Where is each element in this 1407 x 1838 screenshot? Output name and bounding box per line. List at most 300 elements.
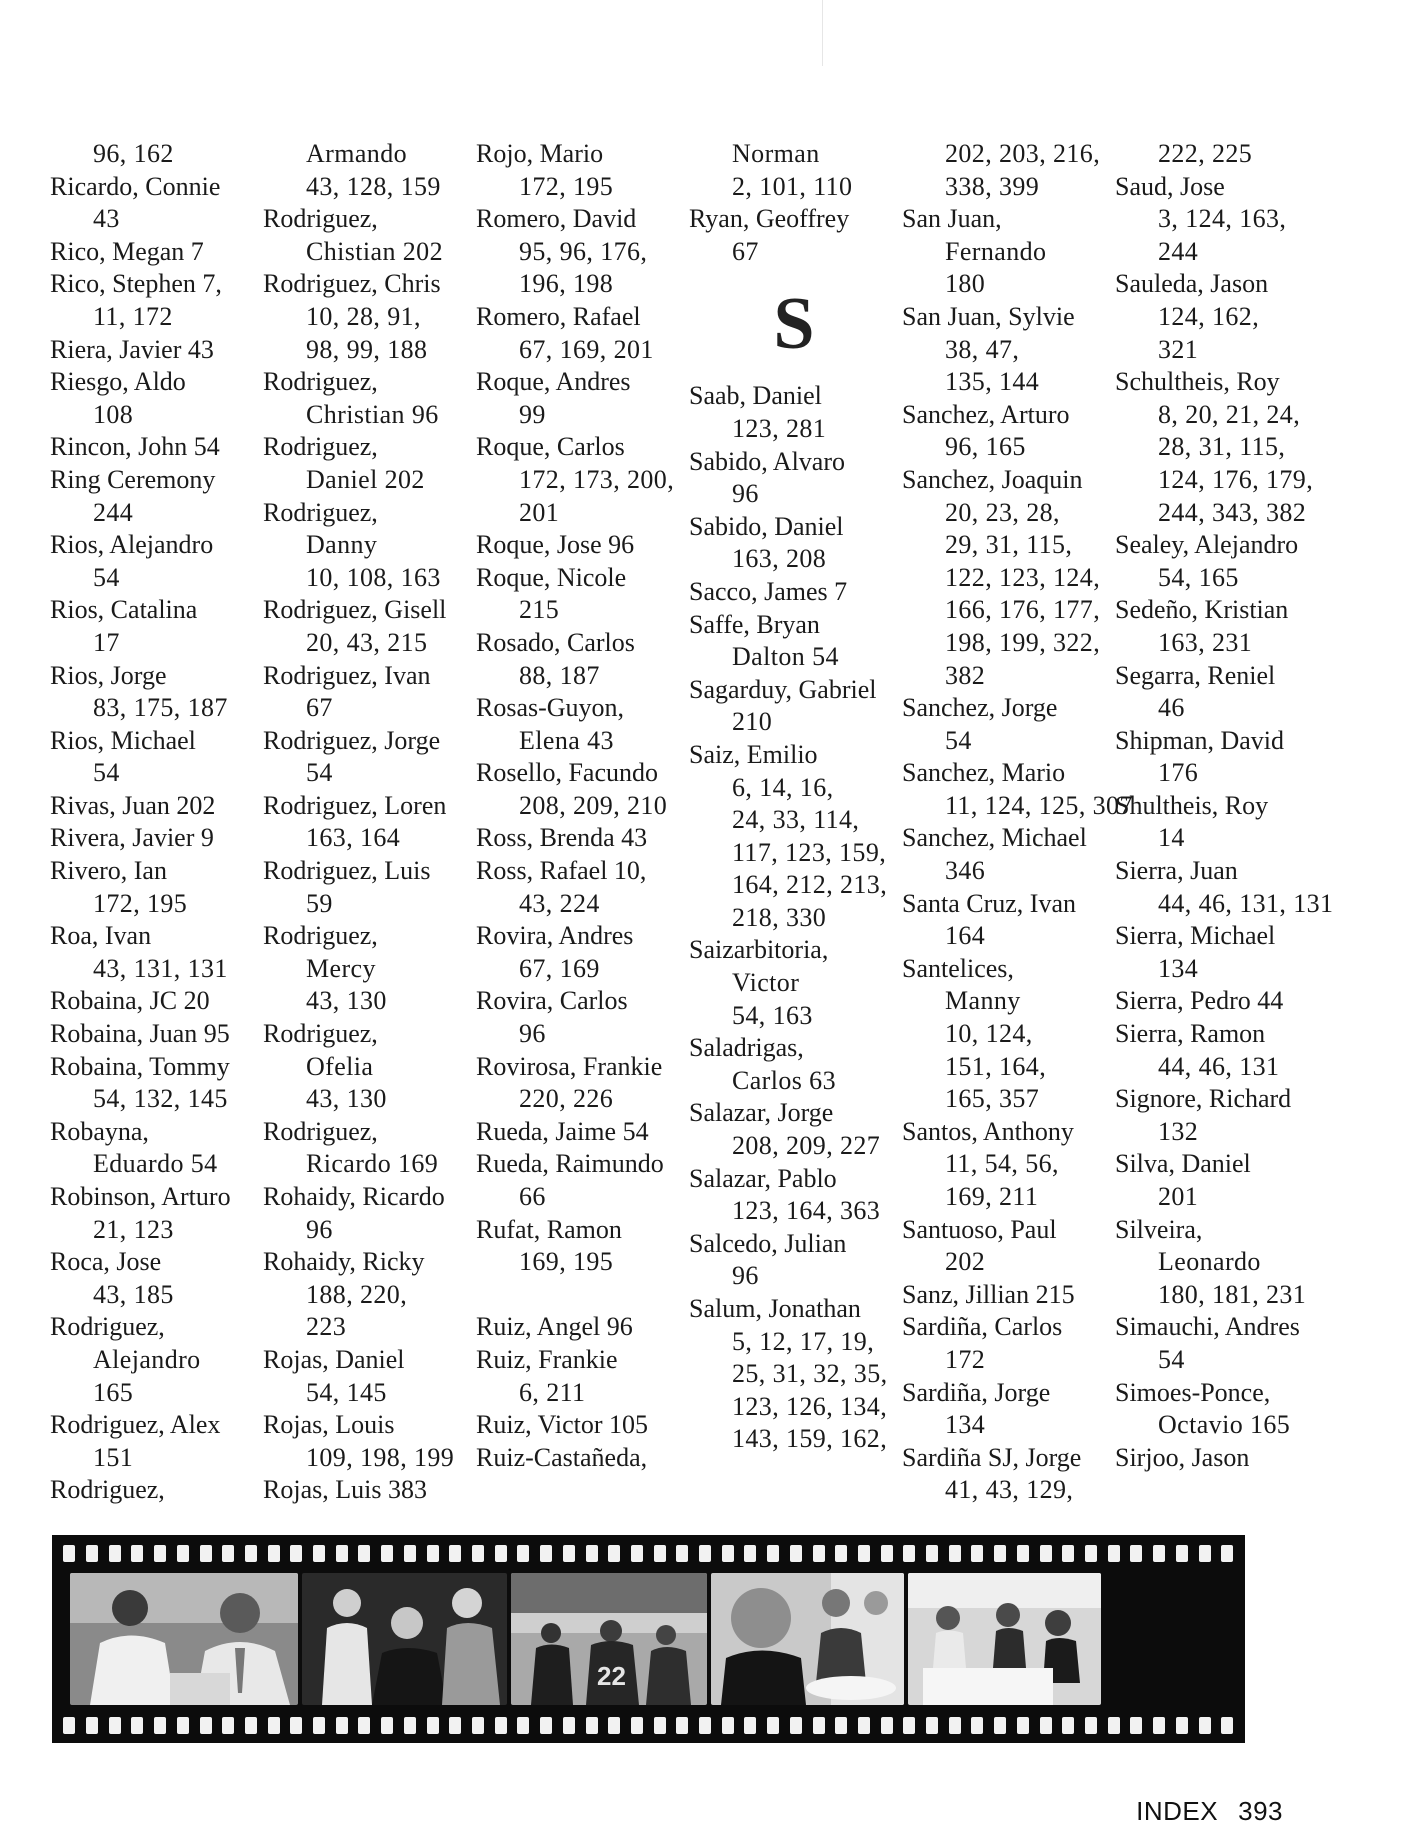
film-perforation <box>540 1545 552 1562</box>
film-perforation <box>563 1545 575 1562</box>
index-entry-pages: 180 <box>945 269 986 299</box>
index-entry-pages: 67, 169 <box>519 953 600 983</box>
index-entry <box>689 609 899 674</box>
index-entry-pages: 172, 195 <box>519 171 614 201</box>
index-entry-name: Salazar, Pablo <box>689 1163 837 1193</box>
photo-frame-1 <box>70 1573 298 1705</box>
index-entry-name: Santuoso, Paul <box>902 1214 1057 1244</box>
index-entry-name: Robaina, JC 20 <box>50 986 210 1016</box>
index-entry-pages: 98, 99, 188 <box>306 334 428 364</box>
index-entry <box>476 138 686 203</box>
index-entry <box>50 1246 260 1311</box>
film-perforation <box>472 1545 484 1562</box>
index-entry-name: Rodriguez, <box>50 1312 165 1342</box>
index-entry-name: Rodriguez, <box>263 1019 378 1049</box>
index-entry <box>476 562 686 627</box>
index-entry-pages: Leonardo <box>1158 1247 1261 1277</box>
film-perforation <box>835 1545 847 1562</box>
film-perforations-top <box>52 1539 1245 1567</box>
index-entry-pages: 38, 47, <box>945 334 1020 364</box>
index-entry-pages: 132 <box>1158 1116 1199 1146</box>
index-entry-name: Romero, Rafael <box>476 301 641 331</box>
index-entry <box>476 301 686 366</box>
index-entry-pages: 66 <box>519 1182 546 1211</box>
index-entry-pages: 244 <box>1158 236 1199 266</box>
index-entry <box>476 366 686 431</box>
index-entry-name: Signore, Richard <box>1115 1084 1292 1114</box>
index-entry-pages: 172, 173, 200, <box>519 464 675 494</box>
index-entry <box>1115 985 1325 1018</box>
index-entry-pages: 208, 209, 227 <box>732 1131 881 1161</box>
film-perforation <box>1085 1545 1097 1562</box>
index-entry-pages: 218, 330 <box>732 902 827 932</box>
index-entry-pages: 11, 54, 56, <box>945 1149 1059 1179</box>
index-entry <box>263 594 473 659</box>
index-entry-pages: 244 <box>93 497 134 527</box>
film-perforation <box>472 1717 484 1734</box>
index-entry-pages: 54 <box>945 725 972 755</box>
index-entry-name: Sirjoo, Jason <box>1115 1442 1250 1472</box>
index-entry <box>476 920 686 985</box>
index-entry-pages: 99 <box>519 399 546 429</box>
index-entry-name: Silveira, <box>1115 1214 1203 1244</box>
index-entry-name: Rojas, Louis <box>263 1410 395 1440</box>
film-perforation <box>926 1717 938 1734</box>
index-entry-pages: 172, 195 <box>93 888 188 918</box>
index-entry <box>263 920 473 1018</box>
index-entry-pages: 11, 172 <box>93 301 173 331</box>
film-perforation <box>1108 1545 1120 1562</box>
index-entry <box>263 855 473 920</box>
index-entry <box>263 1116 473 1181</box>
photo-frame-3 <box>511 1573 707 1705</box>
index-entry-pages: 43, 128, 159 <box>306 171 441 201</box>
index-column-4 <box>689 138 899 1456</box>
index-entry <box>902 399 1112 464</box>
index-entry-pages: 10, 108, 163 <box>306 562 441 592</box>
index-entry-name: Sardiña SJ, Jorge <box>902 1442 1082 1472</box>
index-entry-name: Rodriguez, <box>263 497 378 527</box>
index-entry-pages: 210 <box>732 707 773 737</box>
index-entry <box>476 1051 686 1116</box>
index-entry-pages: 143, 159, 162, <box>732 1424 888 1454</box>
index-entry <box>50 529 260 594</box>
index-columns <box>0 138 1407 1518</box>
index-entry <box>689 203 899 268</box>
index-entry-name: Rovira, Andres <box>476 921 634 951</box>
index-entry <box>689 1097 899 1162</box>
index-entry-pages: 54 <box>93 562 120 592</box>
film-perforation <box>381 1717 393 1734</box>
index-entry <box>902 888 1112 953</box>
index-entry-name: Shipman, David <box>1115 725 1284 755</box>
index-entry <box>476 822 686 855</box>
index-entry-pages: 124, 176, 179, <box>1158 464 1314 494</box>
index-entry <box>50 822 260 855</box>
film-perforation <box>63 1545 75 1562</box>
index-entry-pages: 165, 357 <box>945 1084 1040 1114</box>
index-entry <box>689 446 899 511</box>
film-perforation <box>790 1717 802 1734</box>
index-entry <box>263 790 473 855</box>
index-entry <box>689 934 899 1032</box>
film-perforation <box>245 1545 257 1562</box>
index-entry-name: Saab, Daniel <box>689 381 822 411</box>
film-perforation <box>222 1545 234 1562</box>
index-entry-name: Sanchez, Mario <box>902 758 1066 788</box>
index-entry <box>50 334 260 367</box>
index-entry <box>263 1246 473 1344</box>
index-entry <box>689 380 899 445</box>
index-entry <box>902 203 1112 301</box>
index-entry-name: Rodriguez, Chris <box>263 269 441 299</box>
film-perforation <box>654 1545 666 1562</box>
index-entry-name: Ryan, Geoffrey <box>689 204 850 234</box>
index-entry <box>1115 529 1325 594</box>
index-entry-pages: Danny <box>306 530 378 560</box>
index-entry <box>1115 138 1325 171</box>
film-perforation <box>517 1545 529 1562</box>
film-perforation <box>1199 1717 1211 1734</box>
index-entry-pages: 54, 165 <box>1158 562 1239 592</box>
index-entry <box>50 855 260 920</box>
index-entry-name: Rico, Stephen 7, <box>50 269 222 299</box>
index-entry-pages: 10, 124, <box>945 1019 1033 1049</box>
index-entry <box>1115 660 1325 725</box>
page-fold-line <box>822 0 823 66</box>
index-entry-name: Ricardo, Connie <box>50 171 221 201</box>
index-entry-name: Salcedo, Julian <box>689 1228 847 1258</box>
film-perforation <box>654 1717 666 1734</box>
index-entry-pages: 124, 162, <box>1158 301 1260 331</box>
photo-frame-5 <box>908 1573 1101 1705</box>
index-entry-pages: Octavio 165 <box>1158 1410 1291 1440</box>
index-entry <box>50 1116 260 1181</box>
index-entry-name: Sanchez, Jorge <box>902 693 1058 723</box>
film-perforation <box>1108 1717 1120 1734</box>
index-entry-pages: Dalton 54 <box>732 642 839 672</box>
index-entry-pages: 20, 23, 28, <box>945 497 1060 527</box>
index-entry <box>902 822 1112 887</box>
film-perforation <box>313 1717 325 1734</box>
index-entry <box>50 1051 260 1116</box>
index-entry <box>1115 1442 1325 1475</box>
index-entry <box>689 739 899 935</box>
index-entry-pages: Daniel 202 <box>306 464 425 494</box>
index-entry-name: Saiz, Emilio <box>689 739 818 769</box>
index-entry-pages: 346 <box>945 856 986 886</box>
index-entry <box>476 757 686 822</box>
film-perforation <box>86 1717 98 1734</box>
index-entry-name: Roa, Ivan <box>50 921 152 951</box>
index-entry-name: Rufat, Ramon <box>476 1214 622 1244</box>
index-entry-pages: 169, 211 <box>945 1182 1039 1211</box>
index-spacer <box>476 1279 686 1312</box>
footer-section-label: INDEX <box>1136 1796 1219 1826</box>
index-entry-pages: 29, 31, 115, <box>945 530 1073 560</box>
index-entry-name: Rodriguez, Gisell <box>263 595 447 625</box>
index-column-3 <box>476 138 686 1474</box>
film-perforation <box>63 1717 75 1734</box>
index-entry <box>476 1442 686 1475</box>
index-entry-pages: 223 <box>306 1312 347 1342</box>
index-entry <box>476 855 686 920</box>
index-entry <box>902 1311 1112 1376</box>
index-entry-pages: 54 <box>306 758 333 788</box>
index-entry-pages: Mercy <box>306 953 376 983</box>
film-perforation <box>994 1545 1006 1562</box>
film-perforation <box>200 1717 212 1734</box>
index-entry-pages: 123, 164, 363 <box>732 1196 881 1226</box>
index-entry-pages: 196, 198 <box>519 269 614 299</box>
film-perforation <box>1153 1545 1165 1562</box>
index-entry <box>902 757 1133 822</box>
film-perforation <box>586 1545 598 1562</box>
index-entry <box>50 366 260 431</box>
index-entry-pages: 163, 164 <box>306 823 401 853</box>
index-entry-pages: 6, 14, 16, <box>732 772 834 802</box>
index-entry-pages: 151, 164, <box>945 1051 1047 1081</box>
index-entry <box>902 953 1112 1116</box>
film-perforation <box>699 1717 711 1734</box>
film-perforation <box>813 1717 825 1734</box>
index-entry-name: Sardiña, Carlos <box>902 1312 1063 1342</box>
index-entry <box>689 576 899 609</box>
index-entry-pages: 172 <box>945 1344 986 1374</box>
index-entry-name: Rodriguez, Alex <box>50 1410 221 1440</box>
index-entry-pages: 11, 124, 125, 307 <box>945 790 1133 820</box>
index-entry <box>263 497 473 595</box>
film-perforation <box>767 1717 779 1734</box>
index-entry-pages: 28, 31, 115, <box>1158 432 1286 462</box>
page-number: 393 <box>1238 1796 1283 1826</box>
index-entry-name: Ruiz, Angel 96 <box>476 1312 633 1342</box>
index-entry <box>1115 594 1325 659</box>
index-entry-pages: Carlos 63 <box>732 1065 836 1095</box>
index-entry-name: Rojas, Daniel <box>263 1344 405 1374</box>
index-entry <box>263 203 473 268</box>
index-entry-name: Sealey, Alejandro <box>1115 530 1299 560</box>
index-entry-pages: 198, 199, 322, <box>945 627 1101 657</box>
index-entry-name: Rosas-Guyon, <box>476 693 625 723</box>
index-entry-pages: 54, 132, 145 <box>93 1084 228 1114</box>
index-entry-pages: 202, 203, 216, <box>945 139 1101 168</box>
index-entry-name: Sanchez, Joaquin <box>902 464 1083 494</box>
index-entry <box>689 138 899 203</box>
index-entry-pages: 222, 225 <box>1158 139 1253 168</box>
index-entry-pages: 54, 145 <box>306 1377 387 1407</box>
index-entry-name: Rodriguez, Luis <box>263 856 431 886</box>
index-entry <box>263 268 473 366</box>
index-entry-pages: 83, 175, 187 <box>93 693 228 723</box>
index-entry-name: Rohaidy, Ricardo <box>263 1182 445 1211</box>
index-entry-pages: 44, 46, 131, 131 <box>1158 888 1334 918</box>
index-entry-pages: 96, 165 <box>945 432 1026 462</box>
index-entry-pages: 5, 12, 17, 19, <box>732 1326 875 1356</box>
index-entry <box>476 985 686 1050</box>
index-entry-name: Santos, Anthony <box>902 1116 1074 1146</box>
index-column-5 <box>902 138 1133 1507</box>
index-entry-name: Sauleda, Jason <box>1115 269 1269 299</box>
index-entry-name: Sierra, Juan <box>1115 856 1238 886</box>
index-entry-name: Rovira, Carlos <box>476 986 628 1016</box>
index-entry-pages: Elena 43 <box>519 725 614 755</box>
index-entry <box>1115 366 1325 529</box>
page-footer <box>1136 1796 1283 1827</box>
index-entry-name: Rodriguez, Jorge <box>263 725 441 755</box>
film-perforation <box>949 1717 961 1734</box>
index-entry-name: Rios, Alejandro <box>50 530 214 560</box>
film-perforations-bottom <box>52 1711 1245 1739</box>
film-perforation <box>381 1545 393 1562</box>
index-entry-name: Ross, Rafael 10, <box>476 856 647 886</box>
index-entry-pages: 108 <box>93 399 134 429</box>
film-perforation <box>949 1545 961 1562</box>
index-entry <box>263 1474 473 1507</box>
index-entry <box>50 431 260 464</box>
index-entry-name: Roque, Carlos <box>476 432 625 462</box>
index-entry-pages: Armando <box>306 139 407 168</box>
index-entry-pages: 169, 195 <box>519 1247 614 1277</box>
film-perforation <box>744 1545 756 1562</box>
index-entry <box>689 1228 899 1293</box>
film-perforation <box>290 1717 302 1734</box>
film-perforation <box>903 1717 915 1734</box>
photo-frame-2 <box>302 1573 507 1705</box>
index-entry-name: Shultheis, Roy <box>1115 790 1269 820</box>
film-perforation <box>268 1545 280 1562</box>
index-entry-pages: 117, 123, 159, <box>732 837 887 867</box>
index-entry-pages: 46 <box>1158 693 1185 723</box>
index-entry-pages: 338, 399 <box>945 171 1040 201</box>
index-entry <box>902 1279 1112 1312</box>
index-entry <box>1115 790 1325 855</box>
index-entry <box>1115 268 1325 366</box>
film-perforation <box>336 1717 348 1734</box>
index-entry-name: Robaina, Tommy <box>50 1051 230 1081</box>
index-entry-pages: 67 <box>306 693 333 723</box>
film-perforation <box>1040 1545 1052 1562</box>
index-entry <box>902 138 1112 203</box>
index-entry-name: Rios, Catalina <box>50 595 198 625</box>
index-entry-name: Rueda, Jaime 54 <box>476 1116 649 1146</box>
index-entry-pages: 54 <box>1158 1344 1185 1374</box>
index-entry-name: Sardiña, Jorge <box>902 1377 1051 1407</box>
index-entry-name: Salum, Jonathan <box>689 1294 861 1323</box>
index-entry-pages: 14 <box>1158 823 1185 853</box>
index-entry-name: Saud, Jose <box>1115 171 1225 201</box>
index-entry-name: San Juan, <box>902 204 1002 234</box>
film-perforation <box>1199 1545 1211 1562</box>
index-entry-pages: 134 <box>945 1410 986 1440</box>
index-entry-pages: 180, 181, 231 <box>1158 1279 1307 1309</box>
film-perforation <box>109 1717 121 1734</box>
index-entry <box>476 203 686 301</box>
index-entry-pages: 96 <box>732 479 759 509</box>
index-entry-name: Sanz, Jillian 215 <box>902 1279 1075 1309</box>
index-entry <box>263 431 473 496</box>
film-perforation <box>86 1545 98 1562</box>
index-entry-name: Roque, Andres <box>476 367 631 397</box>
film-perforation <box>449 1717 461 1734</box>
film-perforation <box>903 1545 915 1562</box>
index-entry-pages: 67, 169, 201 <box>519 334 654 364</box>
index-entry-name: Rivera, Javier 9 <box>50 823 214 853</box>
index-entry-pages: 54, 163 <box>732 1000 813 1030</box>
index-entry-name: Ruiz, Frankie <box>476 1344 618 1374</box>
index-entry <box>50 1474 260 1507</box>
index-entry-pages: 43, 130 <box>306 1084 387 1114</box>
index-entry-pages: 2, 101, 110 <box>732 171 853 201</box>
film-perforation <box>1017 1717 1029 1734</box>
index-entry-name: Rodriguez, <box>263 204 378 234</box>
index-entry <box>50 236 260 269</box>
index-entry <box>476 1148 686 1213</box>
film-perforation <box>1130 1545 1142 1562</box>
film-perforation <box>586 1717 598 1734</box>
film-perforation <box>835 1717 847 1734</box>
index-entry <box>50 790 260 823</box>
index-entry-pages: 96 <box>732 1261 759 1291</box>
film-perforation <box>358 1545 370 1562</box>
index-entry-pages: 54 <box>93 758 120 788</box>
index-entry-pages: 134 <box>1158 953 1199 983</box>
index-entry <box>263 366 473 431</box>
index-entry <box>50 660 260 725</box>
film-perforation <box>676 1717 688 1734</box>
film-perforation <box>154 1545 166 1562</box>
index-entry-name: Saladrigas, <box>689 1033 804 1063</box>
index-entry-pages: 3, 124, 163, <box>1158 204 1287 234</box>
index-entry-name: Sagarduy, Gabriel <box>689 674 877 704</box>
index-entry <box>476 627 686 692</box>
index-entry-pages: 43, 185 <box>93 1279 174 1309</box>
index-entry-name: Rodriguez, <box>263 1116 378 1146</box>
index-entry-pages: Ricardo 169 <box>306 1149 439 1179</box>
index-entry <box>1115 171 1325 269</box>
film-perforation <box>495 1717 507 1734</box>
index-entry-name: Sanchez, Arturo <box>902 399 1070 429</box>
index-entry-pages: 109, 198, 199 <box>306 1442 455 1472</box>
index-entry-pages: 8, 20, 21, 24, <box>1158 399 1301 429</box>
index-entry-pages: Norman <box>732 139 820 168</box>
index-entry-name: Rohaidy, Ricky <box>263 1247 425 1277</box>
index-entry-pages: 20, 43, 215 <box>306 627 428 657</box>
index-entry-pages: Chistian 202 <box>306 236 443 266</box>
index-entry <box>263 660 473 725</box>
index-entry-pages: 17 <box>93 627 120 657</box>
index-entry-pages: 41, 43, 129, <box>945 1475 1074 1505</box>
index-entry-name: Robayna, <box>50 1116 149 1146</box>
film-perforation <box>177 1545 189 1562</box>
index-entry <box>476 1116 686 1149</box>
film-perforation <box>1130 1717 1142 1734</box>
index-entry <box>50 1181 260 1246</box>
film-perforation <box>722 1717 734 1734</box>
index-entry <box>689 674 899 739</box>
index-entry <box>263 138 473 203</box>
film-perforation <box>449 1545 461 1562</box>
index-entry <box>50 268 260 333</box>
index-entry-name: Roca, Jose <box>50 1247 162 1277</box>
film-perforation <box>676 1545 688 1562</box>
film-perforation <box>540 1717 552 1734</box>
index-entry <box>50 920 260 985</box>
index-entry <box>902 1116 1112 1214</box>
index-entry-pages: 151 <box>93 1442 134 1472</box>
index-entry-pages: 43, 131, 131 <box>93 953 228 983</box>
index-entry <box>1115 1148 1325 1213</box>
